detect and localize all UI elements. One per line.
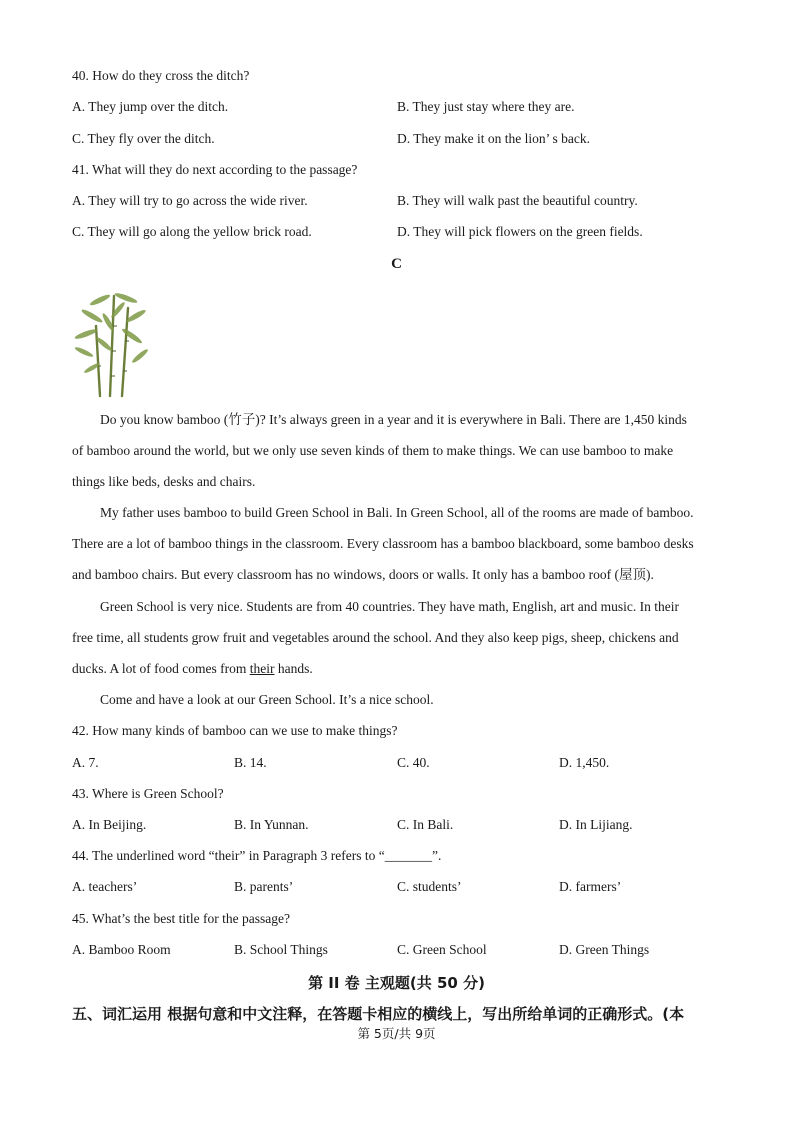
q42-option-a: A. 7.	[72, 755, 99, 770]
q42-option-c: C. 40.	[397, 755, 430, 770]
section-c-heading: C	[391, 256, 402, 272]
q45-question: 45. What’s the best title for the passage?	[72, 911, 290, 926]
passage-p2-line3: and bamboo chairs. But every classroom has no windows, doors or walls. It only has a bamboo roof (屋顶).	[72, 567, 654, 582]
passage-p1-line3: things like beds, desks and chairs.	[72, 474, 256, 489]
q44-option-c: C. students’	[397, 879, 462, 894]
q43-option-d: D. In Lijiang.	[559, 817, 633, 832]
q45-option-d: D. Green Things	[559, 942, 650, 957]
passage-p3-line3	[72, 661, 313, 677]
q42-option-b: B. 14.	[234, 755, 267, 770]
passage-p1-line1: Do you know bamboo (竹子)? It’s always green in a year and it is everywhere in Bali. There are 1,450 kinds	[100, 412, 687, 427]
q40-option-d: D. They make it on the lion’ s back.	[397, 131, 590, 146]
section-5-instruction: 五、词汇运用 根据句意和中文注释，在答题卡相应的横线上，写出所给单词的正确形式。(本	[72, 1005, 685, 1023]
q45-option-a: A. Bamboo Room	[72, 942, 171, 957]
q44-question: 44. The underlined word “their” in Paragraph 3 refers to “_______”.	[72, 848, 442, 863]
underlined-word-their: their	[249, 661, 275, 676]
q43-option-c: C. In Bali.	[397, 817, 454, 832]
q41-option-d: D. They will pick flowers on the green fields.	[397, 224, 643, 239]
q41-question: 41. What will they do next according to the passage?	[72, 162, 358, 177]
q45-option-c: C. Green School	[397, 942, 487, 957]
passage-p3-line3-pre: ducks. A lot of food comes from	[72, 661, 250, 676]
passage-p3-line3-post: hands.	[274, 661, 313, 676]
q43-option-a: A. In Beijing.	[72, 817, 147, 832]
passage-p4-line1: Come and have a look at our Green School. It’s a nice school.	[100, 692, 434, 707]
passage-p3-line1: Green School is very nice. Students are from 40 countries. They have math, English, art and music. In their	[100, 599, 679, 614]
q44-option-b: B. parents’	[234, 879, 294, 894]
q41-option-b: B. They will walk past the beautiful country.	[397, 193, 638, 208]
q43-option-b: B. In Yunnan.	[234, 817, 309, 832]
q40-option-c: C. They fly over the ditch.	[72, 131, 215, 146]
passage-p3-line2: free time, all students grow fruit and vegetables around the school. And they also keep pigs, sheep, chickens and	[72, 630, 679, 645]
passage-p2-line2: There are a lot of bamboo things in the classroom. Every classroom has a bamboo blackboard, some bamboo desks	[72, 536, 694, 551]
q44-option-a: A. teachers’	[72, 879, 138, 894]
q41-option-c: C. They will go along the yellow brick road.	[72, 224, 312, 239]
q41-option-a: A. They will try to go across the wide river.	[72, 193, 308, 208]
q42-option-d: D. 1,450.	[559, 755, 610, 770]
page-footer: 第 5页/共 9页	[357, 1026, 436, 1041]
q44-option-d: D. farmers’	[559, 879, 622, 894]
q45-option-b: B. School Things	[234, 942, 328, 957]
part-2-title: 第 II 卷 主观题(共 50 分)	[308, 974, 485, 992]
q40-option-a: A. They jump over the ditch.	[72, 99, 229, 114]
passage-p1-line2: of bamboo around the world, but we only use seven kinds of them to make things. We can use bamboo to make	[72, 443, 674, 458]
passage-p2-line1: My father uses bamboo to build Green School in Bali. In Green School, all of the rooms are made of bamboo.	[100, 505, 694, 520]
q40-option-b: B. They just stay where they are.	[397, 99, 575, 114]
q42-question: 42. How many kinds of bamboo can we use to make things?	[72, 723, 398, 738]
bamboo-illustration	[70, 286, 150, 398]
q40-question: 40. How do they cross the ditch?	[72, 68, 250, 83]
q43-question: 43. Where is Green School?	[72, 786, 224, 801]
